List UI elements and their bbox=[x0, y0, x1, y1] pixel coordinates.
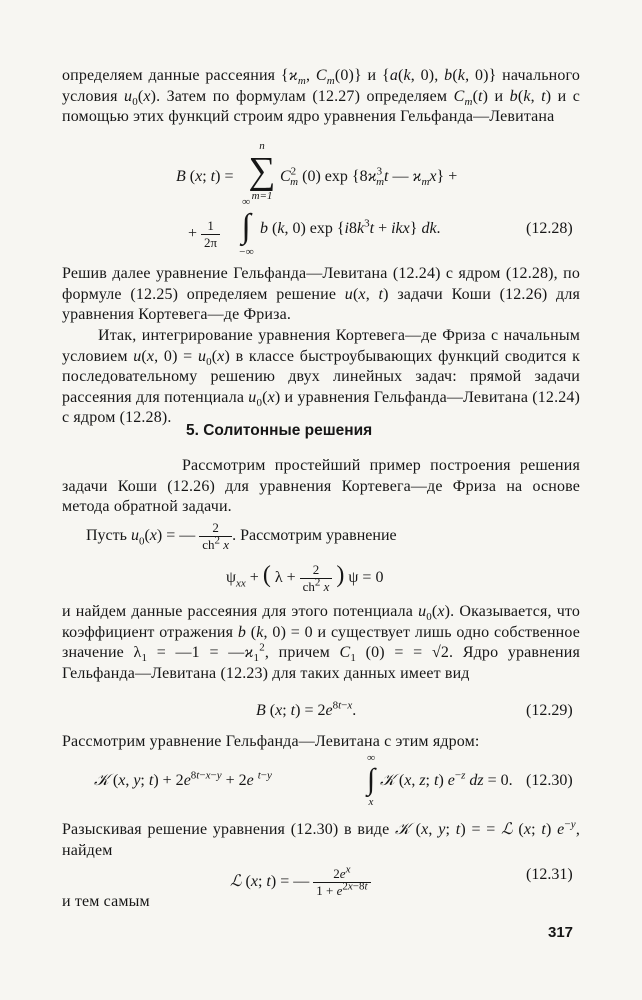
paragraph-seeking-solution: Разыскивая решение уравнения (12.30) в виде 𝒦 (x, y; t) = = ℒ (x; t) $e^{-y}$, найдем bbox=[62, 818, 580, 859]
paragraph-consider-gl: Рассмотрим уравнение Гельфанда—Левитана с этим ядром: bbox=[62, 733, 480, 750]
equation-schrodinger: $\psi_{xx}$ + ( λ + $\frac{2}{ch^2 x}$ ) ψ = 0 bbox=[226, 562, 384, 594]
integral-symbol: ∞ ∫ −∞ bbox=[238, 196, 254, 258]
equation-12-28-line2: + $\frac{1}{2\pi}$ bbox=[188, 218, 220, 251]
equation-12-28-line1: B (x; t) = bbox=[176, 168, 234, 185]
paragraph-solving-gl: Решив далее уравнение Гельфанда—Левитана (12.24) с ядром (12.28), по формуле (12.25) определяем решение u(x, t) задачи Коши (12.26) для уравнения Кортевега—де Фриза. bbox=[62, 265, 580, 323]
page-number: 317 bbox=[548, 924, 574, 941]
paragraph-scattering-data: определяем данные рассеяния {$ϰ_m$, $C_m(0)$} и {a(k, 0), b(k, 0)} начального условия $u_0(x)$. Затем по формулам (12.27) определяем $C_m(t)$ и b(k, t) и с помощью этих функций строим ядро уравнения Гельфанда—Левитана bbox=[62, 67, 581, 125]
paragraph-let-potential: Пусть $u_0(x)$ = — $\frac{2}{ch^2 x}$ . Рассмотрим уравнение bbox=[86, 520, 397, 552]
equation-number-12-30: (12.30) bbox=[526, 772, 573, 789]
paragraph-example-intro: Рассмотрим простейший пример построения решения задачи Коши (12.26) для уравнения Кортевега—де Фриза на основе метода обратной задачи. bbox=[62, 457, 580, 515]
equation-number-12-29: (12.29) bbox=[526, 702, 573, 719]
equation-number-12-31: (12.31) bbox=[526, 866, 573, 883]
equation-12-30: 𝒦 (x, y; $t) + 2e^{8t-x-y} + 2e$ $^{t-y}$ bbox=[94, 769, 272, 789]
integral-symbol-2: ∞ ∫ x bbox=[366, 752, 376, 808]
sum-symbol: n ∑ m=1 bbox=[248, 140, 276, 202]
equation-number-12-28: (12.28) bbox=[526, 220, 573, 237]
equation-12-31: ℒ (x; t) = — $\frac{2e^x}{1 + e^{2x-8t}}$ bbox=[230, 866, 371, 899]
equation-12-29: B (x; $t) = 2e^{8t-x}$. bbox=[256, 699, 357, 719]
paragraph-summary: Итак, интегрирование уравнения Кортевега—де Фриза с начальным условием u(x, $0) = u_0(x)$ в классе быстроубывающих функций сводится к последовательному решению двух линейных задач: прямой задачи рассеяния для потенциала $u_0(x)$ и уравнения Гельфанда—Левитана (12.24) с ядром (12.28). bbox=[62, 327, 581, 426]
section-heading: 5. Солитонные решения bbox=[186, 422, 373, 439]
book-page: определяем данные рассеяния {$ϰ_m$, $C_m(0)$} и {a(k, 0), b(k, 0)} начального условия $u_0(x)$. Затем по формулам (12.27) определяем $C_m(t)$ и b(k, t) и с помощью этих функций строим ядро уравнения Гельфанда—Левитана B (x; t) = n ∑ m=1 $C^2_m$ (0) $\exp \{8ϰ^3_mt$ — $ϰ_mx$} + + $\frac{1}{2\pi}$ ∞ ∫ −∞ b (k, 0) $\exp \{i8k^3t + ikx\}$ dk. (12.28) Решив далее уравнение Гельфанда—Левитана (12.24) с ядром (12.28), по формуле (12.25) определяем решение u(x, t) задачи Коши (12.26) для уравнения Кортевега—де Фриза. Итак, интегрирование уравнения Кортевега—де Фриза с начальным условием u(x, $0) = u_0(x)$ в классе быстроубывающих функций сводится к последовательному решению двух линейных задач: прямой задачи рассеяния для потенциала $u_0(x)$ и уравнения Гельфанда—Левитана (12.24) с ядром (12.28). 5. Солитонные решения Рассмотрим простейший пример построения решения задачи Коши (12.26) для уравнения Кортевега—де Фриза на основе метода обратной задачи. Пусть $u_0(x)$ = — $\frac{2}{ch^2 x}$ . Рассмотрим уравнение $\psi_{xx}$ + ( λ + $\frac{2}{ch^2 x}$ ) ψ = 0 и найдем данные рассеяния для этого потенциала $u_0(x)$. Оказывается, что коэффициент отражения b (k, 0) = 0 и существует лишь одно собственное значение $\lambda_1$ = —1 = $—ϰ_1^2$, причем $C_1$ (0) = = √2. Ядро уравнения Гельфанда—Левитана (12.23) для таких данных имеет вид B (x; $t) = 2e^{8t-x}$. (12.29) Рассмотрим уравнение Гельфанда—Левитана с этим ядром: 𝒦 (x, y; $t) + 2e^{8t-x-y} + 2e$ $^{t-y}$ ∞ ∫ x 𝒦 (x, z; t) $e^{-z}$ dz = 0. (12.30) Разыскивая решение уравнения (12.30) в виде 𝒦 (x, y; t) = = ℒ (x; t) $e^{-y}$, найдем ℒ (x; t) = — $\frac{2e^x}{1 + e^{2x-8t}}$ (12.31) и тем самым 317 bbox=[62, 67, 581, 941]
paragraph-thus: и тем самым bbox=[62, 893, 150, 910]
paragraph-scattering-result: и найдем данные рассеяния для этого потенциала $u_0(x)$. Оказывается, что коэффициент отражения b (k, 0) = 0 и существует лишь одно собственное значение $\lambda_1$ = —1 = $—ϰ_1^2$, причем $C_1$ (0) = = √2. Ядро уравнения Гельфанда—Левитана (12.23) для таких данных имеет вид bbox=[62, 603, 580, 682]
